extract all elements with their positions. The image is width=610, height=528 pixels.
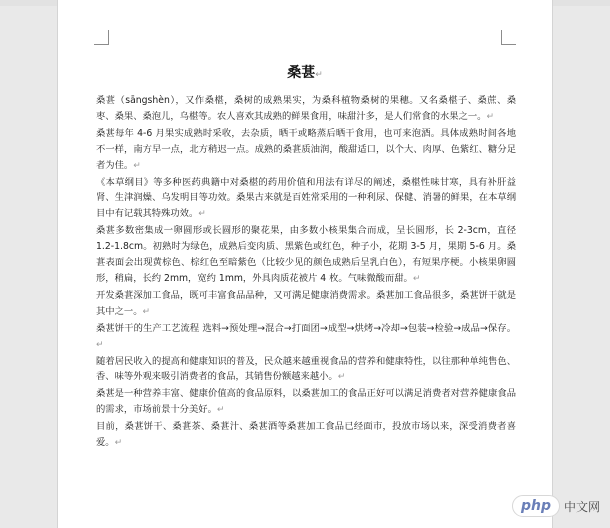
- document-body[interactable]: [96, 93, 516, 452]
- paragraph-text: 《本草纲目》等多种医药典籍中对桑椹的药用价值和用法有详尽的阐述，桑椹性味甘寒，具有补肝益肾、生津润燥、乌发明目等功效。桑果古来就是百姓常采用的一种利尿、保健、消暑的鲜果，在本草纲目中有记载其特殊功效。: [96, 176, 516, 220]
- paragraph-mark-icon: ↵: [337, 372, 346, 383]
- paragraph[interactable]: [96, 321, 516, 354]
- paragraph-text: 桑葚多数密集成一卵圆形或长圆形的聚花果，由多数小核果集合而成，呈长圆形，长 2-3cm，直径 1.2-1.8cm。初熟时为绿色，成熟后变肉质、黑紫色或红色，种子小，花期 3-5 月，果期 5-6 月。桑葚表面会出现黄棕色、棕红色至暗紫色（比较少见的颜色成熟后呈乳白色），有短果序梗。小核果卵圆形，稍扁，长约 2mm，宽约 1mm，外具肉质花被片 4 枚。气味微酸而甜。: [96, 225, 516, 284]
- paragraph-text: 开发桑葚深加工食品，既可丰富食品品种，又可满足健康消费需求。桑葚加工食品很多，桑葚饼干就是其中之一。: [96, 289, 516, 317]
- paragraph-mark-icon: ↵: [315, 70, 323, 80]
- paragraph-text: 桑葚是一种营养丰富、健康价值高的食品原料，以桑葚加工的食品正好可以满足消费者对营养健康食品的需求，市场前景十分美好。: [96, 388, 516, 416]
- paragraph[interactable]: [96, 175, 516, 224]
- paragraph[interactable]: [96, 386, 516, 419]
- paragraph[interactable]: [96, 93, 516, 126]
- paragraph-mark-icon: ↵: [216, 405, 225, 416]
- paragraph-text: 随着居民收入的提高和健康知识的普及，民众越来越重视食品的营养和健康特性，以往那种单纯售色、香、味等外观来吸引消费者的食品，其销售份额越来越小。: [96, 355, 516, 383]
- paragraph-mark-icon: ↵: [133, 160, 141, 171]
- document-page[interactable]: [57, 0, 553, 528]
- paragraph-mark-icon: ↵: [198, 209, 206, 220]
- php-logo-icon: php: [512, 495, 560, 517]
- margin-corner-top-right: [501, 30, 516, 45]
- paragraph[interactable]: [96, 419, 516, 452]
- watermark-text: 中文网: [563, 499, 600, 514]
- paragraph-text: 桑葚饼干的生产工艺流程 选料→预处理→混合→打面团→成型→烘烤→冷却→包装→检验→成品→保存。: [96, 322, 516, 334]
- paragraph[interactable]: [96, 354, 516, 387]
- title-text: 桑葚: [287, 65, 316, 81]
- site-watermark: [512, 494, 600, 518]
- paragraph-mark-icon: ↵: [114, 438, 123, 449]
- paragraph[interactable]: [96, 223, 516, 288]
- paragraph-mark-icon: ↵: [142, 306, 151, 317]
- paragraph[interactable]: [96, 288, 516, 321]
- document-title[interactable]: [58, 62, 552, 82]
- paragraph-mark-icon: ↵: [96, 339, 104, 350]
- paragraph-text: 桑葚（sāngshèn），又作桑椹，桑树的成熟果实，为桑科植物桑树的果穗。又名桑椹子、桑蔗、桑枣、桑果、桑泡儿，乌椹等。农人喜欢其成熟的鲜果食用，味甜汁多，是人们常食的水果之一。: [96, 95, 516, 122]
- margin-corner-top-left: [94, 30, 109, 45]
- paragraph-mark-icon: ↵: [486, 111, 495, 122]
- paragraph-mark-icon: ↵: [412, 273, 421, 284]
- paragraph-text: 目前，桑葚饼干、桑葚茶、桑葚汁、桑葚酒等桑葚加工食品已经面市，投放市场以来，深受消费者喜爱。: [96, 421, 516, 449]
- paragraph-text: 桑葚每年 4-6 月果实成熟时采收，去杂质，晒干或略蒸后晒干食用，也可来泡酒。具体成熟时间各地不一样，南方早一点，北方稍迟一点。成熟的桑葚质油润，酸甜适口，以个大、肉厚、色紫红、糖分足者为佳。: [96, 127, 516, 171]
- paragraph[interactable]: [96, 126, 516, 175]
